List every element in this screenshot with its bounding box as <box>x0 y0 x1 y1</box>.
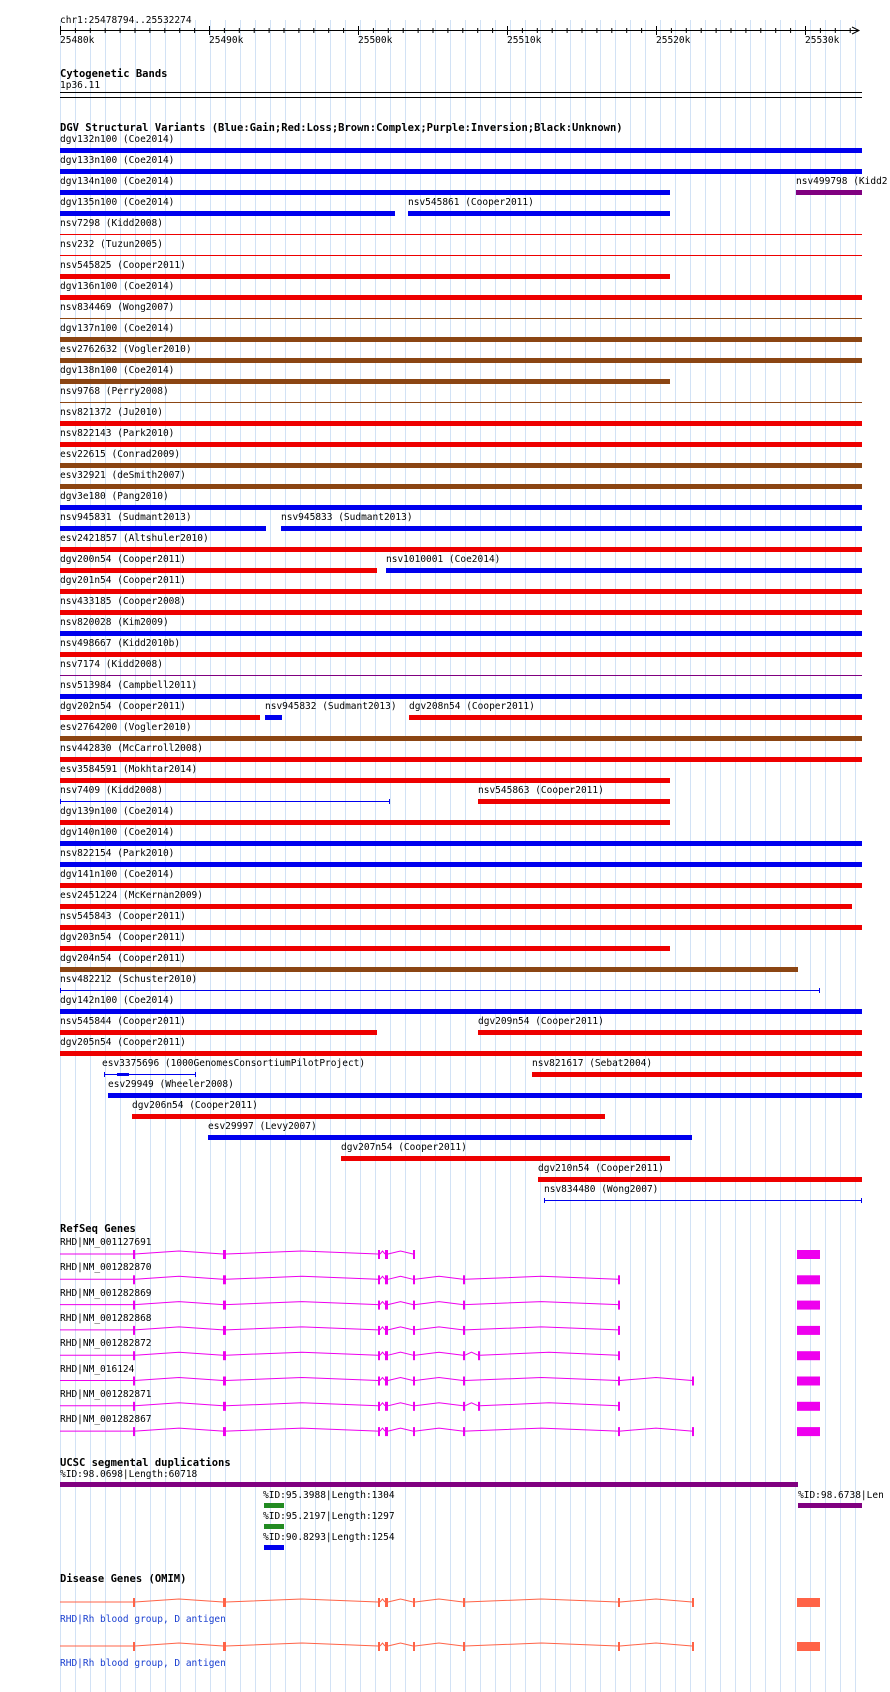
dgv-feature-label[interactable]: nsv945832 (Sudmant2013) <box>265 701 397 712</box>
refseq-gene-intron[interactable] <box>380 1428 385 1431</box>
refseq-gene-intron[interactable] <box>388 1302 413 1305</box>
dgv-feature-label[interactable]: esv2421857 (Altshuler2010) <box>60 533 209 544</box>
dgv-feature-bar[interactable] <box>341 1156 670 1161</box>
refseq-gene-intron[interactable] <box>415 1352 463 1355</box>
dgv-feature-bar[interactable] <box>60 442 862 447</box>
refseq-gene-exon[interactable] <box>133 1301 135 1310</box>
dgv-feature-bar[interactable] <box>386 568 862 573</box>
dgv-feature-label[interactable]: dgv204n54 (Cooper2011) <box>60 953 186 964</box>
refseq-gene-exon[interactable] <box>223 1326 226 1335</box>
refseq-gene-intron[interactable] <box>388 1352 413 1355</box>
refseq-gene-exon[interactable] <box>463 1301 465 1310</box>
refseq-gene-intron[interactable] <box>380 1276 385 1279</box>
dgv-feature-label[interactable]: dgv205n54 (Cooper2011) <box>60 1037 186 1048</box>
dgv-feature-bar[interactable] <box>60 379 670 384</box>
refseq-gene-exon[interactable] <box>618 1326 620 1335</box>
segdup-label: %ID:98.6738|Len <box>798 1490 884 1501</box>
dgv-feature-label[interactable]: nsv822154 (Park2010) <box>60 848 175 859</box>
dgv-feature-bar[interactable] <box>60 255 862 256</box>
refseq-gene-intron[interactable] <box>480 1352 618 1355</box>
refseq-gene-label[interactable]: RHD|NM_001282870 <box>60 1262 152 1274</box>
ruler-tick: 25480k <box>60 35 95 46</box>
refseq-gene-intron[interactable] <box>226 1302 378 1305</box>
refseq-gene-exon[interactable] <box>378 1275 380 1284</box>
refseq-gene-label[interactable]: RHD|NM_001282869 <box>60 1287 152 1299</box>
dgv-feature-label[interactable]: dgv206n54 (Cooper2011) <box>132 1100 258 1111</box>
refseq-gene-intron[interactable] <box>465 1352 478 1355</box>
dgv-feature-bar[interactable] <box>60 946 670 951</box>
refseq-gene-intron[interactable] <box>135 1276 223 1279</box>
refseq-gene-intron[interactable] <box>415 1327 463 1330</box>
dgv-feature-label[interactable]: dgv132n100 (Coe2014) <box>60 134 175 145</box>
refseq-gene-exon[interactable] <box>133 1326 135 1335</box>
dgv-feature-label[interactable]: nsv7174 (Kidd2008) <box>60 659 163 670</box>
dgv-feature-label[interactable]: esv2764200 (Vogler2010) <box>60 722 192 733</box>
dgv-feature-bar[interactable] <box>60 675 862 676</box>
dgv-feature-bar[interactable] <box>60 358 862 363</box>
omim-gene-exon[interactable] <box>463 1598 465 1607</box>
ruler-tick: 25530k <box>805 35 840 46</box>
refseq-gene-exon[interactable] <box>133 1351 135 1360</box>
dgv-feature-label[interactable]: dgv139n100 (Coe2014) <box>60 806 175 817</box>
refseq-gene-exon[interactable] <box>133 1427 135 1436</box>
refseq-gene-exon[interactable] <box>618 1402 620 1411</box>
refseq-gene-intron[interactable] <box>226 1428 378 1431</box>
refseq-gene-intron[interactable] <box>388 1327 413 1330</box>
refseq-gene-exon[interactable] <box>413 1301 415 1310</box>
dgv-feature-bar[interactable] <box>60 547 862 552</box>
omim-gene-label[interactable]: RHD|Rh blood group, D antigen <box>60 1614 226 1625</box>
ruler-tick: 25490k <box>209 35 244 46</box>
dgv-feature-bar[interactable] <box>60 904 852 909</box>
omim-gene-exon[interactable] <box>133 1642 135 1651</box>
refseq-gene-intron[interactable] <box>380 1378 385 1381</box>
cytoband-track-title[interactable]: Cytogenetic Bands <box>60 68 168 80</box>
dgv-feature-label[interactable]: dgv134n100 (Coe2014) <box>60 176 175 187</box>
dgv-feature-label[interactable]: nsv822143 (Park2010) <box>60 428 175 439</box>
omim-gene-intron[interactable] <box>465 1643 618 1646</box>
omim-gene-exon[interactable] <box>133 1598 135 1607</box>
omim-gene-exon[interactable] <box>378 1598 380 1607</box>
dgv-feature-label[interactable]: esv2451224 (McKernan2009) <box>60 890 203 901</box>
refseq-gene-intron[interactable] <box>226 1251 378 1254</box>
refseq-gene-exon[interactable] <box>463 1275 465 1284</box>
refseq-gene-exon[interactable] <box>378 1402 380 1411</box>
omim-gene-intron[interactable] <box>226 1599 378 1602</box>
omim-gene-exon[interactable] <box>692 1598 694 1607</box>
refseq-gene-intron[interactable] <box>415 1378 463 1381</box>
refseq-gene-intron[interactable] <box>135 1403 223 1406</box>
dgv-feature-bar[interactable] <box>60 736 862 741</box>
refseq-gene-intron[interactable] <box>388 1276 413 1279</box>
refseq-gene-exon[interactable] <box>133 1250 135 1259</box>
refseq-gene-exon[interactable] <box>463 1326 465 1335</box>
refseq-gene-intron[interactable] <box>465 1403 478 1406</box>
segdup-bar[interactable] <box>264 1524 284 1529</box>
dgv-feature-label[interactable]: nsv945833 (Sudmant2013) <box>281 512 413 523</box>
dgv-feature-label[interactable]: nsv9768 (Perry2008) <box>60 386 169 397</box>
refseq-gene-exon[interactable] <box>413 1250 415 1259</box>
dgv-feature-bar[interactable] <box>60 925 862 930</box>
dgv-feature-label[interactable]: dgv208n54 (Cooper2011) <box>409 701 535 712</box>
ruler-tick: 25500k <box>358 35 393 46</box>
dgv-feature-bar[interactable] <box>60 421 862 426</box>
dgv-feature-label[interactable]: nsv821372 (Ju2010) <box>60 407 163 418</box>
dgv-feature-label[interactable]: nsv482212 (Schuster2010) <box>60 974 198 985</box>
refseq-gene-exon[interactable] <box>385 1275 388 1284</box>
omim-track-title[interactable]: Disease Genes (OMIM) <box>60 1573 187 1585</box>
refseq-gene-intron[interactable] <box>135 1352 223 1355</box>
dgv-feature-bar[interactable] <box>538 1177 862 1182</box>
refseq-gene-exon[interactable] <box>413 1377 415 1386</box>
refseq-gene-exon[interactable] <box>413 1326 415 1335</box>
dgv-feature-bar[interactable] <box>60 694 862 699</box>
dgv-feature-label[interactable]: dgv136n100 (Coe2014) <box>60 281 175 292</box>
refseq-gene-intron[interactable] <box>135 1378 223 1381</box>
refseq-gene-exon[interactable] <box>692 1427 694 1436</box>
dgv-feature-label[interactable]: nsv498667 (Kidd2010b) <box>60 638 181 649</box>
dgv-feature-bar[interactable] <box>208 1135 692 1140</box>
dgv-feature-label[interactable]: nsv433185 (Cooper2008) <box>60 596 186 607</box>
dgv-feature-label[interactable]: dgv3e180 (Pang2010) <box>60 491 169 502</box>
refseq-gene-intron[interactable] <box>226 1276 378 1279</box>
dgv-feature-bar[interactable] <box>117 1073 129 1076</box>
refseq-gene-exon[interactable] <box>133 1275 135 1284</box>
refseq-gene-intron[interactable] <box>388 1378 413 1381</box>
refseq-gene-exon[interactable] <box>797 1326 820 1335</box>
dgv-feature-bar[interactable] <box>60 234 862 235</box>
refseq-gene-intron[interactable] <box>380 1251 385 1254</box>
refseq-gene-intron[interactable] <box>226 1403 378 1406</box>
refseq-gene-intron[interactable] <box>465 1428 618 1431</box>
dgv-feature-label[interactable]: dgv138n100 (Coe2014) <box>60 365 175 376</box>
segdup-bar[interactable] <box>264 1503 284 1508</box>
omim-gene-exon[interactable] <box>618 1642 620 1651</box>
dgv-feature-label[interactable]: dgv141n100 (Coe2014) <box>60 869 175 880</box>
omim-gene-exon[interactable] <box>223 1642 226 1651</box>
dgv-feature-label[interactable]: dgv135n100 (Coe2014) <box>60 197 175 208</box>
refseq-gene-intron[interactable] <box>226 1378 378 1381</box>
dgv-track-title[interactable]: DGV Structural Variants (Blue:Gain;Red:Loss;Brown:Complex;Purple:Inversion;Black:Unknown) <box>60 122 623 134</box>
dgv-feature-bar[interactable] <box>60 190 670 195</box>
refseq-gene-exon[interactable] <box>223 1301 226 1310</box>
dgv-feature-bar[interactable] <box>60 526 266 531</box>
refseq-gene-exon[interactable] <box>385 1427 388 1436</box>
refseq-gene-exon[interactable] <box>385 1301 388 1310</box>
dgv-feature-bar[interactable] <box>132 1114 605 1119</box>
omim-gene-exon[interactable] <box>385 1598 388 1607</box>
dgv-feature-bar[interactable] <box>796 190 862 195</box>
dgv-feature-label[interactable]: nsv7298 (Kidd2008) <box>60 218 163 229</box>
ruler-tick: 25510k <box>507 35 542 46</box>
ruler-tick: 25520k <box>656 35 691 46</box>
dgv-feature-bar[interactable] <box>60 820 670 825</box>
dgv-feature-bar[interactable] <box>60 883 862 888</box>
refseq-gene-intron[interactable] <box>380 1403 385 1406</box>
dgv-feature-label[interactable]: dgv210n54 (Cooper2011) <box>538 1163 664 1174</box>
dgv-feature-bar[interactable] <box>532 1072 862 1077</box>
refseq-gene-exon[interactable] <box>385 1402 388 1411</box>
dgv-feature-bar[interactable] <box>60 610 862 615</box>
refseq-gene-exon[interactable] <box>618 1275 620 1284</box>
segdup-bar[interactable] <box>60 1482 798 1487</box>
omim-gene-exon[interactable] <box>692 1642 694 1651</box>
refseq-gene-exon[interactable] <box>692 1377 694 1386</box>
dgv-feature-bar[interactable] <box>281 526 862 531</box>
refseq-gene-intron[interactable] <box>480 1403 618 1406</box>
omim-gene-intron[interactable] <box>415 1599 463 1602</box>
refseq-gene-exon[interactable] <box>413 1351 415 1360</box>
refseq-gene-exon[interactable] <box>463 1427 465 1436</box>
refseq-gene-intron[interactable] <box>380 1352 385 1355</box>
omim-gene-exon[interactable] <box>223 1598 226 1607</box>
dgv-feature-bar[interactable] <box>478 1030 862 1035</box>
dgv-feature-bar[interactable] <box>60 1030 377 1035</box>
dgv-feature-label[interactable]: esv3375696 (1000GenomesConsortiumPilotProject) <box>102 1058 366 1069</box>
segdup-track-title[interactable]: UCSC segmental duplications <box>60 1457 231 1469</box>
dgv-feature-label[interactable]: nsv545843 (Cooper2011) <box>60 911 186 922</box>
dgv-feature-bar[interactable] <box>265 715 282 720</box>
dgv-feature-label[interactable]: dgv142n100 (Coe2014) <box>60 995 175 1006</box>
omim-gene-label[interactable]: RHD|Rh blood group, D antigen <box>60 1658 226 1669</box>
dgv-feature-label[interactable]: dgv140n100 (Coe2014) <box>60 827 175 838</box>
dgv-feature-bar[interactable] <box>60 967 798 972</box>
dgv-feature-bar[interactable] <box>60 1009 862 1014</box>
refseq-gene-exon[interactable] <box>385 1326 388 1335</box>
dgv-feature-label[interactable]: nsv499798 (Kidd2 <box>796 176 888 187</box>
dgv-feature-bar[interactable] <box>60 652 862 657</box>
refseq-gene-label[interactable]: RHD|NM_016124 <box>60 1363 135 1375</box>
refseq-gene-exon[interactable] <box>413 1427 415 1436</box>
omim-gene-intron[interactable] <box>388 1599 413 1602</box>
dgv-feature-label[interactable]: nsv513984 (Campbell2011) <box>60 680 198 691</box>
segdup-label: %ID:95.3988|Length:1304 <box>263 1490 395 1501</box>
omim-gene-exon[interactable] <box>463 1642 465 1651</box>
segdup-label: %ID:98.0698|Length:60718 <box>60 1469 198 1480</box>
dgv-feature-bar[interactable] <box>60 757 862 762</box>
dgv-feature-bar[interactable] <box>409 715 862 720</box>
refseq-gene-intron[interactable] <box>380 1327 385 1330</box>
dgv-feature-label[interactable]: nsv834480 (Wong2007) <box>544 1184 659 1195</box>
omim-gene-intron[interactable] <box>135 1599 223 1602</box>
refseq-gene-exon[interactable] <box>223 1427 226 1436</box>
dgv-feature-label[interactable]: dgv203n54 (Cooper2011) <box>60 932 186 943</box>
refseq-gene-exon[interactable] <box>797 1351 820 1360</box>
dgv-feature-label[interactable]: nsv945831 (Sudmant2013) <box>60 512 192 523</box>
refseq-gene-label[interactable]: RHD|NM_001282868 <box>60 1312 152 1324</box>
dgv-feature-label[interactable]: nsv1010001 (Coe2014) <box>386 554 501 565</box>
refseq-gene-exon[interactable] <box>797 1402 820 1411</box>
omim-gene-intron[interactable] <box>226 1643 378 1646</box>
omim-gene-exon[interactable] <box>385 1642 388 1651</box>
omim-gene-intron[interactable] <box>465 1599 618 1602</box>
omim-gene-intron[interactable] <box>135 1643 223 1646</box>
refseq-gene-exon[interactable] <box>378 1326 380 1335</box>
dgv-feature-bar[interactable] <box>108 1093 862 1098</box>
dgv-feature-bar[interactable] <box>60 318 862 319</box>
refseq-gene-exon[interactable] <box>463 1377 465 1386</box>
refseq-gene-exon[interactable] <box>378 1301 380 1310</box>
refseq-gene-intron[interactable] <box>135 1302 223 1305</box>
refseq-gene-exon[interactable] <box>463 1402 465 1411</box>
refseq-gene-exon[interactable] <box>413 1275 415 1284</box>
dgv-feature-bar[interactable] <box>60 631 862 636</box>
refseq-gene-intron[interactable] <box>135 1251 223 1254</box>
dgv-feature-bar[interactable] <box>60 505 862 510</box>
refseq-gene-exon[interactable] <box>478 1402 480 1411</box>
refseq-gene-exon[interactable] <box>133 1402 135 1411</box>
refseq-gene-exon[interactable] <box>378 1377 380 1386</box>
refseq-gene-exon[interactable] <box>223 1351 226 1360</box>
refseq-gene-label[interactable]: RHD|NM_001282867 <box>60 1414 152 1426</box>
refseq-gene-exon[interactable] <box>378 1250 380 1259</box>
omim-gene-intron[interactable] <box>415 1643 463 1646</box>
refseq-gene-intron[interactable] <box>380 1302 385 1305</box>
dgv-feature-label[interactable]: nsv7409 (Kidd2008) <box>60 785 163 796</box>
refseq-gene-intron[interactable] <box>388 1251 413 1254</box>
dgv-feature-bar[interactable] <box>60 484 862 489</box>
dgv-feature-label[interactable]: dgv137n100 (Coe2014) <box>60 323 175 334</box>
dgv-feature-label[interactable]: esv32921 (deSmith2007) <box>60 470 186 481</box>
dgv-feature-label[interactable]: dgv133n100 (Coe2014) <box>60 155 175 166</box>
segdup-label: %ID:95.2197|Length:1297 <box>263 1511 395 1522</box>
refseq-gene-exon[interactable] <box>378 1351 380 1360</box>
segdup-label: %ID:90.8293|Length:1254 <box>263 1532 395 1543</box>
segdup-bar[interactable] <box>798 1503 862 1508</box>
dgv-feature-bar[interactable] <box>60 295 862 300</box>
refseq-gene-intron[interactable] <box>415 1403 463 1406</box>
refseq-gene-exon[interactable] <box>223 1377 226 1386</box>
dgv-feature-bar[interactable] <box>60 1051 862 1056</box>
refseq-gene-intron[interactable] <box>135 1327 223 1330</box>
dgv-feature-bar[interactable] <box>408 211 670 216</box>
dgv-feature-label[interactable]: dgv201n54 (Cooper2011) <box>60 575 186 586</box>
dgv-feature-label[interactable]: nsv820028 (Kim2009) <box>60 617 169 628</box>
omim-gene-exon[interactable] <box>797 1642 820 1651</box>
refseq-gene-exon[interactable] <box>797 1377 820 1386</box>
dgv-feature-label[interactable]: dgv202n54 (Cooper2011) <box>60 701 186 712</box>
refseq-gene-exon[interactable] <box>463 1351 465 1360</box>
dgv-feature-label[interactable]: dgv207n54 (Cooper2011) <box>341 1142 467 1153</box>
refseq-gene-exon[interactable] <box>797 1427 820 1436</box>
refseq-gene-exon[interactable] <box>797 1301 820 1310</box>
refseq-gene-label[interactable]: RHD|NM_001282872 <box>60 1338 152 1350</box>
dgv-feature-label[interactable]: nsv545863 (Cooper2011) <box>478 785 604 796</box>
refseq-gene-exon[interactable] <box>797 1275 820 1284</box>
dgv-feature-bar[interactable] <box>60 211 395 216</box>
dgv-feature-bar[interactable] <box>60 148 862 153</box>
omim-gene-exon[interactable] <box>797 1598 820 1607</box>
dgv-feature-bar[interactable] <box>60 463 862 468</box>
refseq-gene-intron[interactable] <box>465 1378 618 1381</box>
dgv-feature-label[interactable]: esv29949 (Wheeler2008) <box>108 1079 234 1090</box>
refseq-gene-exon[interactable] <box>618 1377 620 1386</box>
dgv-feature-bar[interactable] <box>478 799 670 804</box>
dgv-feature-label[interactable]: nsv545825 (Cooper2011) <box>60 260 186 271</box>
refseq-gene-intron[interactable] <box>135 1428 223 1431</box>
omim-gene-intron[interactable] <box>380 1643 385 1646</box>
refseq-gene-exon[interactable] <box>797 1250 820 1259</box>
refseq-gene-exon[interactable] <box>478 1351 480 1360</box>
dgv-feature-label[interactable]: esv29997 (Levy2007) <box>208 1121 317 1132</box>
refseq-gene-exon[interactable] <box>385 1351 388 1360</box>
refseq-gene-exon[interactable] <box>223 1402 226 1411</box>
dgv-feature-label[interactable]: nsv834469 (Wong2007) <box>60 302 175 313</box>
dgv-feature-bar[interactable] <box>60 274 670 279</box>
dgv-feature-label[interactable]: esv3584591 (Mokhtar2014) <box>60 764 198 775</box>
dgv-feature-label[interactable]: esv22615 (Conrad2009) <box>60 449 181 460</box>
omim-gene-intron[interactable] <box>380 1599 385 1602</box>
dgv-feature-label[interactable]: dgv200n54 (Cooper2011) <box>60 554 186 565</box>
ruler-position: chr1:25478794..25532274 <box>60 15 192 26</box>
refseq-gene-label[interactable]: RHD|NM_001282871 <box>60 1388 152 1400</box>
refseq-gene-intron[interactable] <box>465 1302 618 1305</box>
refseq-gene-intron[interactable] <box>226 1327 378 1330</box>
dgv-feature-bar[interactable] <box>60 589 862 594</box>
dgv-feature-label[interactable]: esv2762632 (Vogler2010) <box>60 344 192 355</box>
refseq-gene-exon[interactable] <box>618 1301 620 1310</box>
refseq-gene-intron[interactable] <box>465 1327 618 1330</box>
refseq-gene-exon[interactable] <box>618 1427 620 1436</box>
refseq-gene-intron[interactable] <box>415 1428 463 1431</box>
refseq-gene-exon[interactable] <box>378 1427 380 1436</box>
dgv-feature-label[interactable]: nsv821617 (Sebat2004) <box>532 1058 653 1069</box>
dgv-feature-bar[interactable] <box>60 862 862 867</box>
dgv-feature-label[interactable]: nsv545861 (Cooper2011) <box>408 197 534 208</box>
refseq-gene-label[interactable]: RHD|NM_001127691 <box>60 1237 152 1248</box>
refseq-gene-exon[interactable] <box>133 1377 135 1386</box>
omim-gene-intron[interactable] <box>388 1643 413 1646</box>
dgv-feature-label[interactable]: nsv545844 (Cooper2011) <box>60 1016 186 1027</box>
refseq-gene-intron[interactable] <box>388 1403 413 1406</box>
dgv-feature-bar[interactable] <box>60 778 670 783</box>
refseq-gene-intron[interactable] <box>388 1428 413 1431</box>
refseq-gene-exon[interactable] <box>413 1402 415 1411</box>
dgv-feature-bar[interactable] <box>60 715 260 720</box>
refseq-gene-exon[interactable] <box>385 1377 388 1386</box>
omim-gene-exon[interactable] <box>413 1598 415 1607</box>
refseq-gene-intron[interactable] <box>226 1352 378 1355</box>
omim-gene-exon[interactable] <box>618 1598 620 1607</box>
refseq-gene-exon[interactable] <box>223 1250 226 1259</box>
dgv-feature-label[interactable]: dgv209n54 (Cooper2011) <box>478 1016 604 1027</box>
dgv-feature-bar[interactable] <box>60 169 862 174</box>
dgv-feature-bar[interactable] <box>60 841 862 846</box>
refseq-gene-exon[interactable] <box>618 1351 620 1360</box>
refseq-gene-intron[interactable] <box>415 1302 463 1305</box>
refseq-gene-intron[interactable] <box>415 1276 463 1279</box>
refseq-gene-exon[interactable] <box>223 1275 226 1284</box>
dgv-feature-bar[interactable] <box>60 568 377 573</box>
dgv-feature-label[interactable]: nsv442830 (McCarroll2008) <box>60 743 203 754</box>
refseq-track-title[interactable]: RefSeq Genes <box>60 1223 136 1235</box>
omim-gene-exon[interactable] <box>378 1642 380 1651</box>
cytoband-name: 1p36.11 <box>60 80 101 91</box>
omim-gene-exon[interactable] <box>413 1642 415 1651</box>
refseq-gene-exon[interactable] <box>385 1250 388 1259</box>
dgv-feature-bar[interactable] <box>60 402 862 403</box>
dgv-feature-bar[interactable] <box>60 337 862 342</box>
dgv-feature-label[interactable]: nsv232 (Tuzun2005) <box>60 239 163 250</box>
segdup-bar[interactable] <box>264 1545 284 1550</box>
refseq-gene-intron[interactable] <box>465 1276 618 1279</box>
